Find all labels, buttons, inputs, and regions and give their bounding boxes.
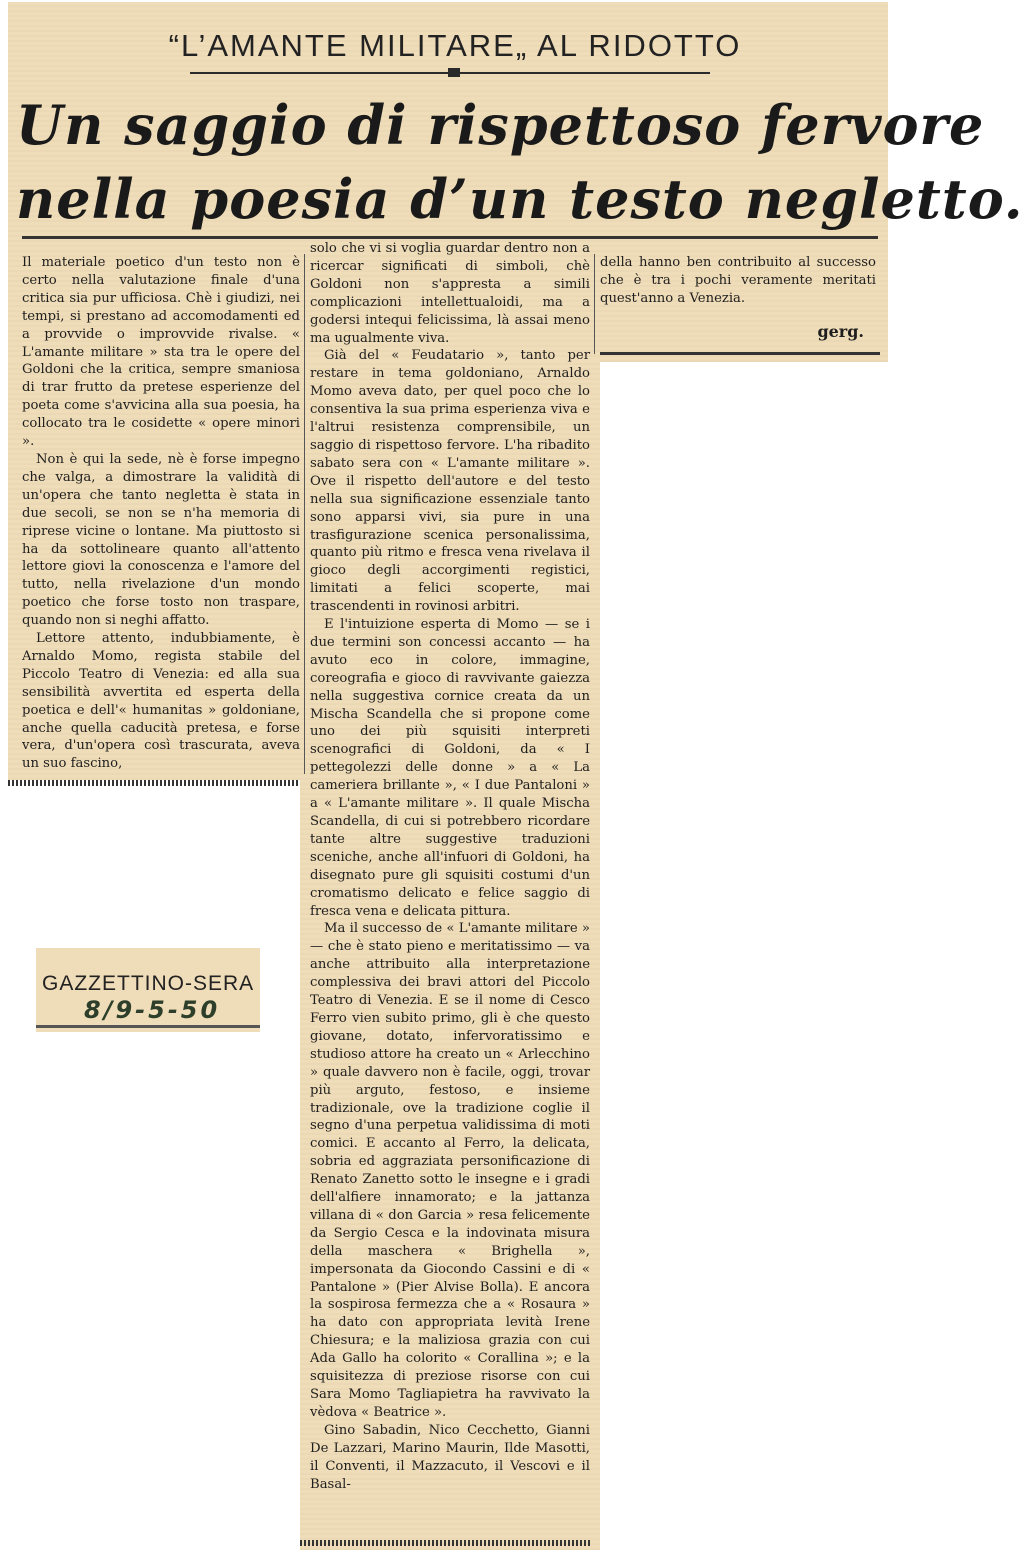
paragraph: solo che vi si voglia guardar dentro non a ricercar significati di simboli, chè Goldoni non s'appresta a simili complicazioni intellettualoidi, ma a godersi intequi felicissima, là assai meno ma ugualmente viva. [310, 241, 590, 346]
kicker-ornament [448, 68, 460, 77]
column-3-end-rule [600, 352, 880, 355]
newspaper-stamp [36, 948, 260, 1032]
kicker-title: “L’AMANTE MILITARE„ AL RIDOTTO [168, 28, 742, 63]
headline-line-1: Un saggio di rispettoso fervore [16, 93, 985, 157]
stamp-underline [36, 1025, 260, 1028]
column-1-end-rule [8, 780, 298, 786]
paragraph: Già del « Feudatario », tanto per restare in tema goldoniano, Arnaldo Momo aveva dato, per quel poco che lo consentiva la sua prima esperienza viva e l'altrui resistenza comprensibile, un saggio di rispettoso fervore. L'ha ribadito sabato sera con « L'amante militare ». Ove il rispetto dell'autore e del testo nella sua significazione essenziale tanto sono apparsi vivi, sia pure in una trasfigurazione scenica personalissima, quanto più ritmo e fresca vena rivelava il gioco degli accorgimenti registici, limitati a felici scoperte, mai trascendenti in rovinosi arbitri. [310, 348, 590, 615]
column-3 [600, 254, 876, 308]
headline [16, 88, 1024, 236]
paragraph: Lettore attento, indubbiamente, è Arnaldo Momo, regista stabile del Piccolo Teatro di Venezia: ed alla sua sensibilità avvertita ed esperta della poetica e dell'« humanitas » goldoniane, anche quella caducità pretesa, e forse vera, d'un'opera così trascurata, aveva un suo fascino, [22, 631, 300, 772]
column-2 [310, 240, 590, 1493]
paragraph: Non è qui la sede, nè è forse impegno che valga, a dimostrare la validità di un'opera che tanto negletta è stata in due secoli, se non se n'ha memoria di riprese vicine o lontane. Ma piuttosto si ha da sottolineare quanto all'attento lettore giovi la conoscenza e l'amore del tutto, nella rivelazione d'un mondo poetico che forse tosto non traspare, quando non si neghi affatto. [22, 451, 300, 629]
paragraph: Ma il successo de « L'amante militare » — che è stato pieno e meritatissimo — va anche attribuito alla interpretazione complessiva dei bravi attori del Piccolo Teatro di Venezia. E se il nome di Cesco Ferro vien subito primo, gli è che questo giovane, dotato, infervoratissimo e studioso attore ha creato un « Arlecchino » quale davvero non è facile, oggi, trovar più arguto, festoso, e insieme tradizionale, ove la tradizione coglie il segno d'una perpetua validissima di moti comici. E accanto al Ferro, la delicata, sobria ed aggraziata personificazione di Renato Zanetto sotto le insegne e i gradi dell'alfiere innamorato; e la jattanza villana di « don Garcia » resa felicemente da Sergio Cesca e la indovinata misura della maschera « Brighella », impersonata da Giocondo Cassini e di « Pantalone » (Pier Alvise Bolla). E ancora la sospirosa fermezza che a « Rosaura » ha dato con appropriata levità Irene Chiesura; e la maliziosa grazia con cui Ada Gallo ha colorito « Corallina »; e la squisitezza di preziose risorse con cui Sara Momo Tagliapietra ha ravvivato la vèdova « Beatrice ». [310, 921, 590, 1420]
paragraph: Il materiale poetico d'un testo non è certo nella valutazione finale d'una critica sia pur ufficiosa. Chè i giudizi, nei tempi, si prestano ad accomodamenti ed a provvide o improvvide rivalse. « L'amante militare » sta tra le opere del Goldoni che la critica, sempre smaniosa di trar frutto da pretese esperienze del poeta come s'avvicina alla sua poesia, ha collocato tra le cosidette « opere minori ». [22, 255, 300, 450]
paragraph: Gino Sabadin, Nico Cecchetto, Gianni De Lazzari, Marino Maurin, Ilde Masotti, il Conventi, il Mazzacuto, il Vescovi e il Basal- [310, 1422, 590, 1492]
headline-rule [22, 236, 878, 239]
paragraph: E l'intuizione esperta di Momo — se i due termini son concessi accanto — ha avuto eco in colore, immagine, coreografia e gioco di ravvivante gaiezza nella suggestiva cornice creata da un Mischa Scandella che si propone come uno dei più squisiti interpreti scenografici di Goldoni, da « I pettegolezzi delle donne » a « La cameriera brillante », « I due Pantaloni » a « L'amante militare ». Il quale Mischa Scandella, di cui si potrebbero ricordare tante altre suggestive traduzioni sceniche, anche all'infuori di Goldoni, ha disegnato pure gli squisiti costumi d'un cromatismo delicato e felice saggio di fresca vena e delicata pittura. [310, 617, 590, 919]
headline-line-2: nella poesia d’un testo negletto. [16, 167, 1024, 231]
column-divider [304, 254, 305, 774]
newspaper-name: GAZZETTINO-SERA [42, 972, 255, 995]
paragraph: della hanno ben contribuito al successo che è tra i pochi veramente meritati quest'anno a Venezia. [600, 255, 876, 306]
column-divider [594, 254, 595, 354]
column-1 [22, 254, 300, 773]
author-signature: gerg. [817, 322, 864, 341]
column-2-end-rule [300, 1540, 590, 1546]
handwritten-date: 8/9-5-50 [84, 996, 221, 1024]
